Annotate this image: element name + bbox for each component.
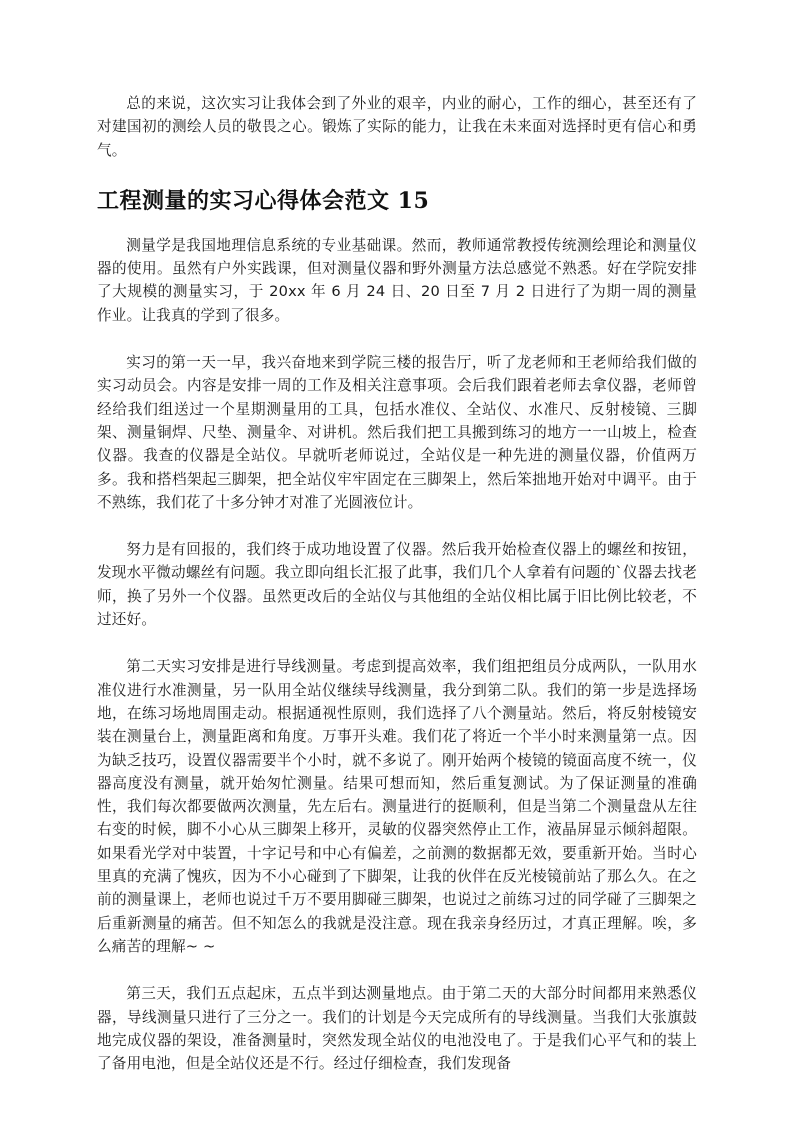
paragraph-5: 第三天，我们五点起床，五点半到达测量地点。由于第二天的大部分时间都用来熟悉仪器，导线测量只进行了三分之一。我们的计划是今天完成所有的导线测量。当我们大张旗鼓地完成仪器的架设，准备测量时，突然发现全站仪的电池没电了。于是我们心平气和的装上了备用电池，但是全站仪还是不行。经过仔细检查，我们发现备 <box>97 985 697 1073</box>
paragraph-4: 第二天实习安排是进行导线测量。考虑到提高效率，我们组把组员分成两队，一队用水准仪进行水准测量，另一队用全站仪继续导线测量，我分到第二队。我们的第一步是选择场地，在练习场地周围走动。根据通视性原则，我们选择了八个测量站。然后，将反射棱镜安装在测量台上，测量距离和角度。万事开头难。我们花了将近一个半小时来测量第一点。因为缺乏技巧，设置仪器需要半个小时，就不多说了。刚开始两个棱镜的镜面高度不统一，仪器高度没有测量，就开始匆忙测量。结果可想而知，然后重复测试。为了保证测量的准确性，我们每次都要做两次测量，先左后右。测量进行的挺顺利，但是当第二个测量盘从左往右变的时候，脚不小心从三脚架上移开，灵敏的仪器突然停止工作，液晶屏显示倾斜超限。如果看光学对中装置，十字记号和中心有偏差，之前测的数据都无效，要重新开始。当时心里真的充满了愧疚，因为不小心碰到了下脚架，让我的伙伴在反光棱镜前站了那么久。在之前的测量课上，老师也说过千万不要用脚碰三脚架，也说过之前练习过的同学碰了三脚架之后重新测量的痛苦。但不知怎么的我就是没注意。现在我亲身经历过，才真正理解。唉，多么痛苦的理解~ ~ <box>97 658 697 955</box>
paragraph-1: 测量学是我国地理信息系统的专业基础课。然而，教师通常教授传统测绘理论和测量仪器的使用。虽然有户外实践课，但对测量仪器和野外测量方法总感觉不熟悉。好在学院安排了大规模的测量实习，于 20xx 年 6 月 24 日、20 日至 7 月 2 日进行了为期一周的测量作业。让我真的学到了很多。 <box>97 236 697 324</box>
paragraph-2: 实习的第一天一早，我兴奋地来到学院三楼的报告厅，听了龙老师和王老师给我们做的实习动员会。内容是安排一周的工作及相关注意事项。会后我们跟着老师去拿仪器，老师曾经给我们组送过一个星期测量用的工具，包括水准仪、全站仪、水准尺、反射棱镜、三脚架、测量铜焊、尺垫、测量伞、对讲机。然后我们把工具搬到练习的地方一一山坡上，检查仪器。我查的仪器是全站仪。早就听老师说过，全站仪是一种先进的测量仪器，价值两万多。我和搭档架起三脚架，把全站仪牢牢固定在三脚架上，然后笨拙地开始对中调平。由于不熟练，我们花了十多分钟才对准了光圆液位计。 <box>97 354 697 511</box>
intro-paragraph: 总的来说，这次实习让我体会到了外业的艰辛，内业的耐心，工作的细心，甚至还有了对建国初的测绘人员的敬畏之心。锻炼了实际的能力，让我在未来面对选择时更有信心和勇气。 <box>97 95 697 159</box>
paragraph-3: 努力是有回报的，我们终于成功地设置了仪器。然后我开始检查仪器上的螺丝和按钮，发现水平微动螺丝有问题。我立即向组长汇报了此事，我们几个人拿着有问题的`仪器去找老师，换了另外一个仪器。虽然更改后的全站仪与其他组的全站仪相比属于旧比例比较老，不过还好。 <box>97 541 697 629</box>
section-title: 工程测量的实习心得体会范文 15 <box>97 187 430 214</box>
document-page <box>97 92 697 1099</box>
